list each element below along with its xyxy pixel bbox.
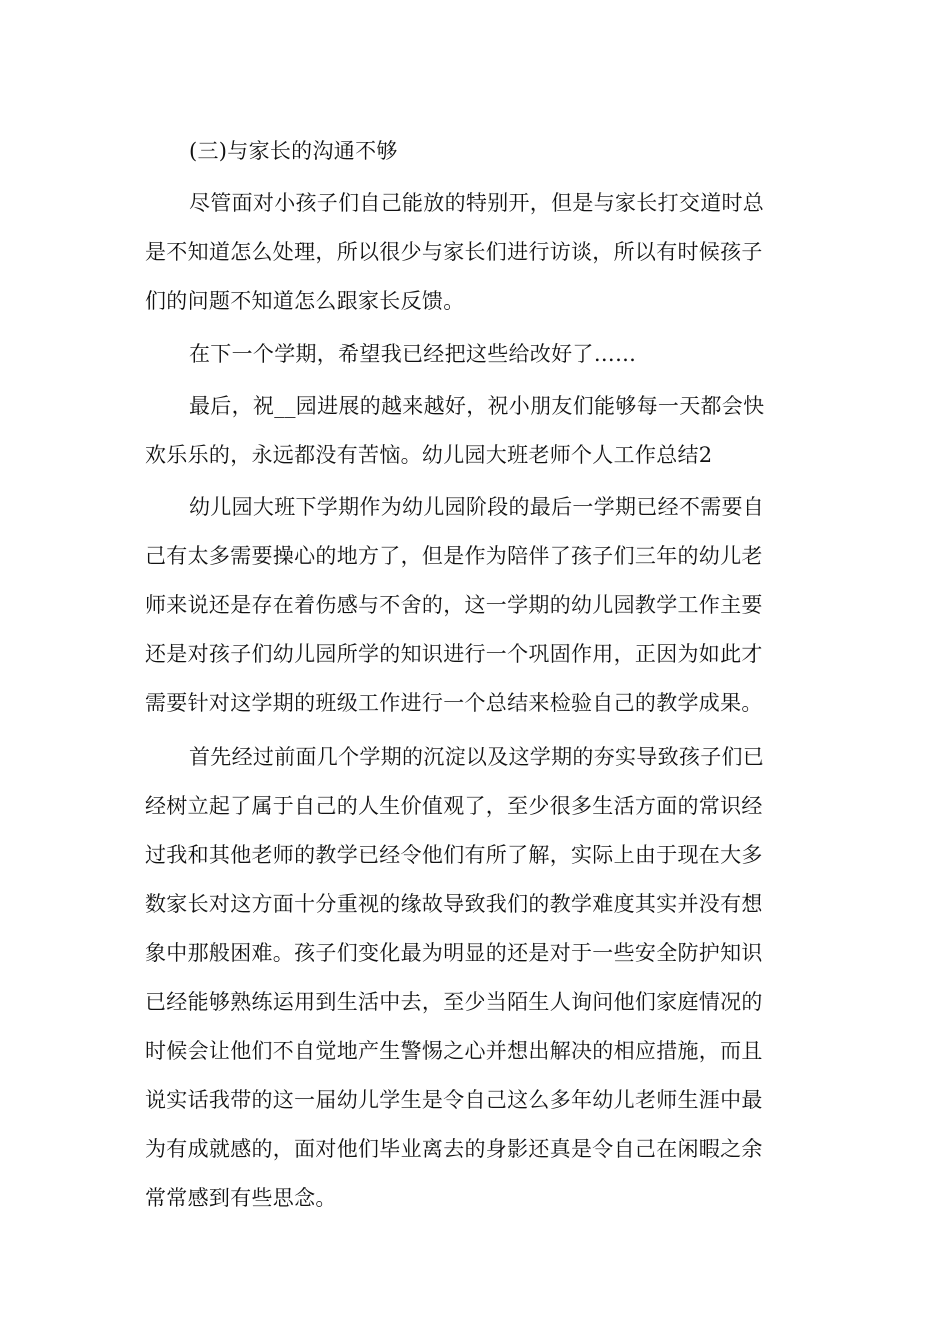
paragraph-heading-communication <box>145 127 807 176</box>
text-line: 是不知道怎么处理，所以很少与家长们进行访谈，所以有时候孩子 <box>145 240 763 264</box>
text-line: 过我和其他老师的教学已经令他们有所了解，实际上由于现在大多 <box>145 843 763 867</box>
text-line: 幼儿园大班下学期作为幼儿园阶段的最后一学期已经不需要自 <box>189 495 765 519</box>
paragraph-para-final-wish <box>145 382 807 480</box>
text-line: 在下一个学期，希望我已经把这些给改好了…… <box>189 342 637 366</box>
text-line: 们的问题不知道怎么跟家长反馈。 <box>145 289 465 313</box>
text-line: 常常感到有些思念。 <box>145 1186 337 1210</box>
text-line: 师来说还是存在着伤感与不舍的，这一学期的幼儿园教学工作主要 <box>145 593 763 617</box>
paragraph-para-parents <box>145 179 807 326</box>
text-line: 时候会让他们不自觉地产生警惕之心并想出解决的相应措施，而且 <box>145 1039 763 1063</box>
text-line: 为有成就感的，面对他们毕业离去的身影还真是令自己在闲暇之余 <box>145 1137 763 1161</box>
text-line: 首先经过前面几个学期的沉淀以及这学期的夯实导致孩子们已 <box>189 745 765 769</box>
paragraph-para-next-term <box>145 330 807 379</box>
text-line: 经树立起了属于自己的人生价值观了，至少很多生活方面的常识经 <box>145 794 763 818</box>
text-line: 说实话我带的这一届幼儿学生是令自己这么多年幼儿老师生涯中最 <box>145 1088 763 1112</box>
text-line: 欢乐乐的，永远都没有苦恼。幼儿园大班老师个人工作总结2 <box>145 443 713 467</box>
text-line: 已经能够熟练运用到生活中去，至少当陌生人询问他们家庭情况的 <box>145 990 763 1014</box>
document-body <box>145 127 807 1223</box>
paragraph-para-summary-intro <box>145 483 807 728</box>
text-line: (三)与家长的沟通不够 <box>189 139 398 163</box>
text-line: 数家长对这方面十分重视的缘故导致我们的教学难度其实并没有想 <box>145 892 763 916</box>
paragraph-para-values <box>145 733 807 1223</box>
text-line: 需要针对这学期的班级工作进行一个总结来检验自己的教学成果。 <box>145 691 763 715</box>
text-line: 己有太多需要操心的地方了，但是作为陪伴了孩子们三年的幼儿老 <box>145 544 763 568</box>
text-line: 还是对孩子们幼儿园所学的知识进行一个巩固作用，正因为如此才 <box>145 642 763 666</box>
text-line: 象中那般困难。孩子们变化最为明显的还是对于一些安全防护知识 <box>145 941 763 965</box>
text-line: 最后，祝__园进展的越来越好，祝小朋友们能够每一天都会快 <box>189 394 765 418</box>
text-line: 尽管面对小孩子们自己能放的特别开，但是与家长打交道时总 <box>189 191 765 215</box>
